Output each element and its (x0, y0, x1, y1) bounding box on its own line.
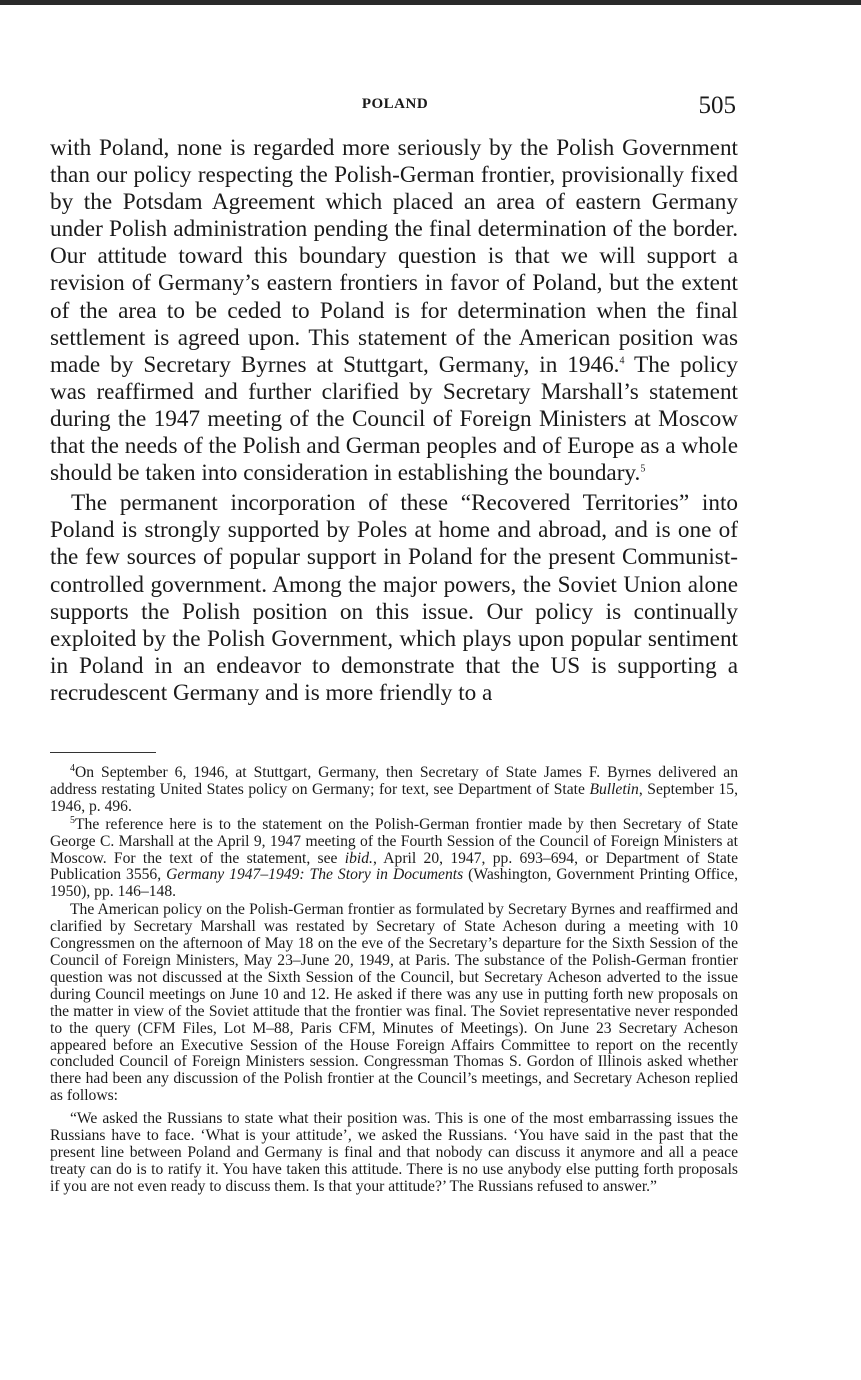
footnote-5-quote: “We asked the Russians to state what their position was. This is one of the most embarrassing issues the Russians have to face. ‘What is your attitude’, we asked the Russians. ‘You have said in the past that the present line between Poland and Germany is final and that nobody can discuss it anymore and all a peace treaty can do is to ratify it. You have taken this attitude. There is no use anybody else putting forth proposals if you are not even ready to discuss them. Is that your attitude?’ The Russians refused to answer.” (50, 1110, 738, 1195)
footnote-4 (50, 762, 738, 816)
footnote-5-text-a: The reference here is to the statement on the Polish-German frontier made by then Secretary of State George C. Marshall at the April 9, 1947 meeting of the Fourth Session of the Council of Foreign Ministers at Moscow. For the text of the statement, see (50, 815, 738, 867)
footnote-4-italic: Bulletin (589, 780, 639, 798)
body-paragraph-1 (50, 135, 738, 487)
running-head: POLAND (361, 96, 429, 112)
body-paragraph-1-text-a: with Poland, none is regarded more seriously by the Polish Government than our policy respecting the Polish-German frontier, provisionally fixed by the Potsdam Agreement which placed an area of eastern Germany under Polish administration pending the final determination of the border. Our attitude toward this boundary question is that we will support a revision of Germany’s eastern frontiers in favor of Poland, but the extent of the area to be ceded to Poland is for determination when the final settlement is agreed upon. This statement of the American position was made by Secretary Byrnes at Stuttgart, Germany, in 1946. (50, 135, 738, 378)
body-paragraph-2: The permanent incorporation of these “Recovered Territories” into Poland is strongly supported by Poles at home and abroad, and is one of the few sources of popular support in Poland for the present Communist-controlled government. Among the major powers, the Soviet Union alone supports the Polish position on this issue. Our policy is continually exploited by the Polish Government, which plays upon popular sentiment in Poland in an endeavor to demonstrate that the US is supporting a recrudescent Germany and is more friendly to a (50, 490, 738, 706)
footnote-4-text-a: On September 6, 1946, at Stuttgart, Germany, then Secretary of State James F. Byrnes delivered an address restating United States policy on Germany; for text, see Department of State (50, 764, 738, 798)
footnote-5 (50, 814, 739, 902)
page-number: 505 (698, 92, 736, 119)
body-paragraph-1-text-b: The policy was reaffirmed and further clarified by Secretary Marshall’s statement during the 1947 meeting of the Council of Foreign Ministers at Moscow that the needs of the Polish and German peoples and of Europe as a whole should be taken into consideration in establishing the boundary. (50, 351, 738, 487)
main-text (50, 135, 738, 707)
top-border-rule (0, 0, 861, 5)
page-header (50, 92, 740, 122)
footnote-ref-4: 4 (619, 355, 625, 367)
footnote-5-text-b: , April 20, 1947, pp. 693–694, or Department of State Publication 3556, (50, 849, 739, 884)
footnote-4-mark: 4 (70, 762, 75, 774)
footnote-5-text-c: (Washington, Government Printing Office, 1950), pp. 146–148. (50, 866, 739, 901)
footnote-divider (50, 752, 156, 753)
footnotes (50, 762, 739, 1197)
footnote-5-mark: 5 (70, 814, 75, 826)
footnote-5-paragraph-2: The American policy on the Polish-German frontier as formulated by Secretary Byrnes and reaffirmed and clarified by Secretary Marshall was restated by Secretary of State Acheson during a meeting with 10 Congressmen on the afternoon of May 18 on the eve of the Secretary’s departure for the Sixth Session of the Council of Foreign Ministers, May 23–June 20, 1949, at Paris. The substance of the Polish-German frontier question was not discussed at the Sixth Session of the Council, but Secretary Acheson adverted to the issue during Council meetings on June 10 and 12. He asked if there was any use in putting forth new proposals on the matter in view of the Soviet attitude that the frontier was final. The Soviet representative never responded to the query (CFM Files, Lot M–88, Paris CFM, Minutes of Meetings). On June 23 Secretary Acheson appeared before an Executive Session of the House Foreign Affairs Committee to report on the recently concluded Council of Foreign Ministers session. Congressman Thomas S. Gordon of Illinois asked whether there had been any discussion of the Polish frontier at the Council’s meetings, and Secretary Acheson replied as follows: (50, 901, 738, 1105)
footnote-4-text-b: , September 15, 1946, p. 496. (50, 780, 738, 815)
footnote-5-italic-ibid: ibid. (344, 849, 373, 867)
footnote-ref-5: 5 (640, 463, 646, 475)
footnote-5-italic-title: Germany 1947–1949: The Story in Documents (166, 866, 464, 884)
